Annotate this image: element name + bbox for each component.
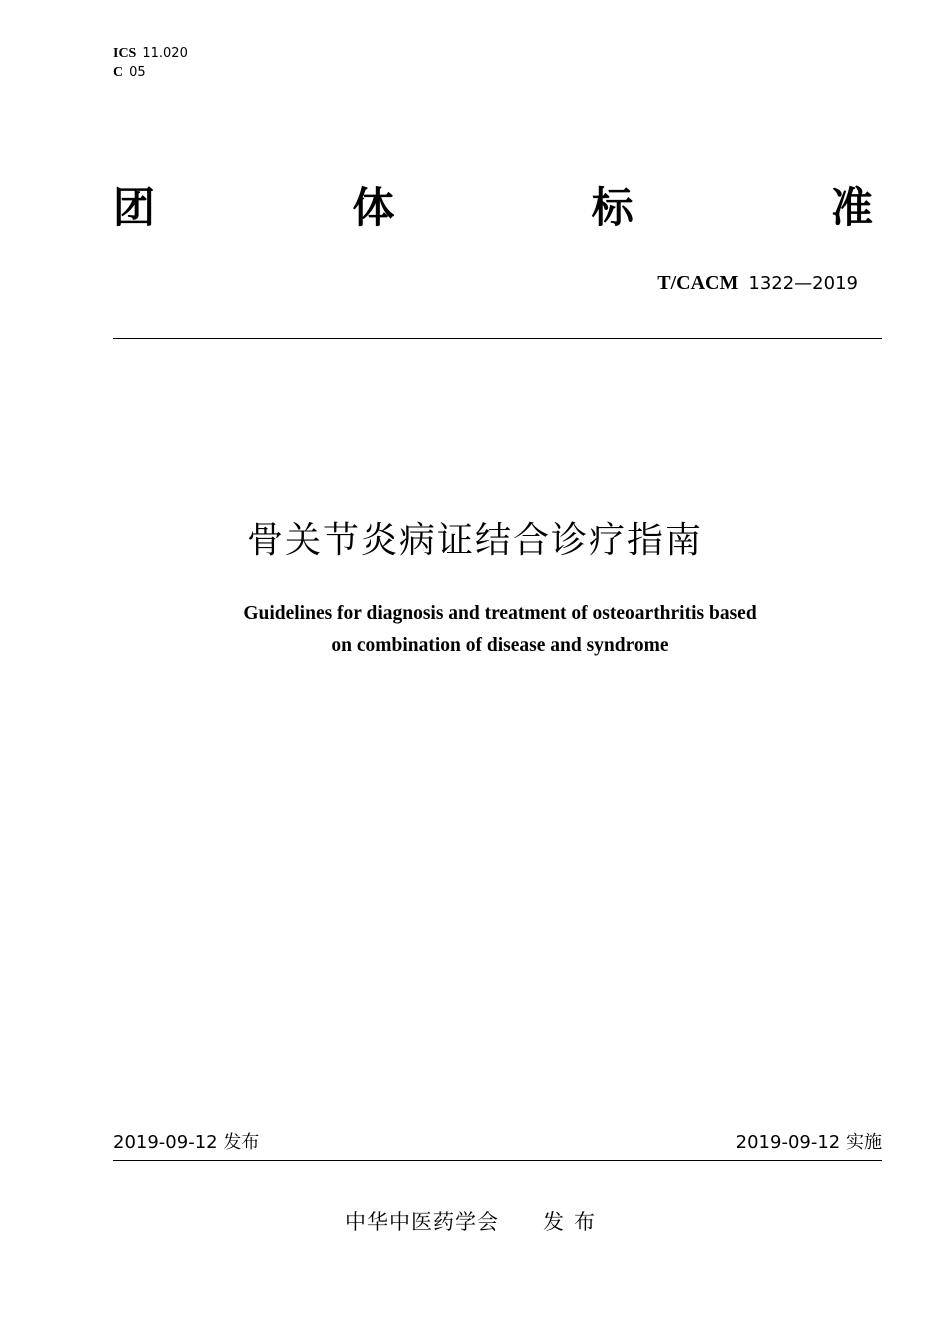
ccs-value: 05	[129, 65, 146, 80]
document-title-english	[150, 598, 850, 662]
standard-number-prefix: T/CACM	[657, 272, 739, 294]
top-divider	[113, 338, 882, 339]
standard-type-char: 团	[113, 183, 156, 232]
english-title-line-1: Guidelines for diagnosis and treatment of osteoarthritis based	[243, 603, 757, 624]
standard-type-heading	[113, 178, 873, 238]
standard-type-char: 标	[591, 183, 634, 232]
ics-value: 11.020	[142, 46, 188, 61]
ccs-label: C	[113, 65, 124, 80]
bottom-divider	[113, 1160, 882, 1161]
publisher-action: 发布	[543, 1210, 605, 1234]
document-title-chinese: 骨关节炎病证结合诊疗指南	[246, 520, 703, 561]
publish-date: 2019-09-12 发布	[113, 1132, 260, 1153]
publisher-organization: 中华中医药学会	[345, 1210, 499, 1234]
publisher-line	[0, 1206, 950, 1236]
classification-codes	[113, 44, 188, 82]
standard-number-value: 1322—2019	[748, 273, 858, 294]
ics-label: ICS	[113, 46, 137, 61]
standard-number	[657, 272, 858, 295]
standard-type-char: 准	[830, 183, 873, 232]
english-title-line-2: on combination of disease and syndrome	[331, 635, 669, 656]
standard-type-char: 体	[352, 183, 395, 232]
ics-code-line	[113, 44, 188, 63]
ccs-code-line	[113, 63, 188, 82]
implementation-date: 2019-09-12 实施	[735, 1132, 882, 1153]
